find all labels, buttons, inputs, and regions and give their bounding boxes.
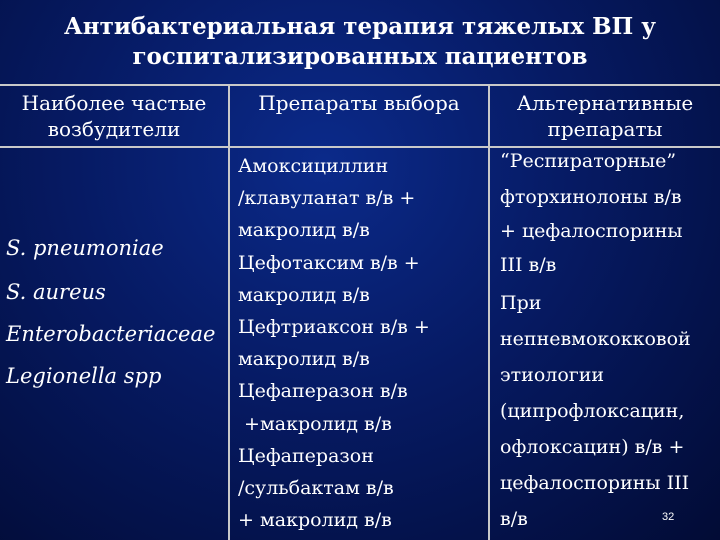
- preferred-line-9: +макролид в/в: [238, 412, 392, 435]
- pathogen-legionella: Legionella spp: [6, 364, 162, 388]
- header-preferred-line-1: Препараты выбора: [258, 91, 460, 115]
- slide-title: [0, 12, 720, 72]
- header-alternative: [490, 90, 720, 142]
- alternative-line-11: в/в: [500, 508, 528, 530]
- pathogen-s-pneumoniae: S. pneumoniae: [6, 236, 164, 260]
- column-divider-1: [228, 84, 230, 540]
- column-divider-2: [488, 84, 490, 540]
- therapy-table: [0, 84, 720, 540]
- alternative-line-3: + цефалоспорины: [500, 220, 683, 242]
- preferred-line-3: макролид в/в: [238, 219, 370, 242]
- slide-title-line-1: Антибактериальная терапия тяжелых ВП у: [64, 13, 656, 40]
- pathogen-enterobacteriaceae: Enterobacteriaceae: [6, 322, 216, 346]
- header-pathogens-line-1: Наиболее частые: [21, 91, 207, 115]
- alternative-line-6: непневмококковой: [500, 328, 691, 350]
- alternative-line-8: (ципрофлоксацин,: [500, 400, 685, 422]
- alternative-line-5: При: [500, 292, 542, 314]
- pathogen-s-aureus: S. aureus: [6, 280, 106, 304]
- alternative-line-9: офлоксацин) в/в +: [500, 436, 685, 458]
- header-alternative-line-2: препараты: [547, 117, 663, 141]
- preferred-line-7: макролид в/в: [238, 348, 370, 371]
- preferred-drugs: [238, 150, 430, 536]
- page-number: 32: [662, 511, 675, 523]
- preferred-line-10: Цефаперазон: [238, 444, 374, 467]
- header-pathogens: [0, 90, 228, 142]
- alternative-line-2: фторхинолоны в/в: [500, 186, 682, 208]
- preferred-line-6: Цефтриаксон в/в +: [238, 316, 430, 339]
- header-alternative-line-1: Альтернативные: [516, 91, 694, 115]
- header-pathogens-line-2: возбудители: [47, 117, 181, 141]
- preferred-line-4: Цефотаксим в/в +: [238, 251, 420, 274]
- preferred-line-1: Амоксициллин: [238, 155, 389, 177]
- preferred-line-8: Цефаперазон в/в: [238, 380, 408, 403]
- header-divider: [0, 146, 720, 148]
- preferred-line-12: + макролид в/в: [238, 509, 392, 532]
- table-top-border: [0, 84, 720, 86]
- preferred-line-5: макролид в/в: [238, 283, 370, 306]
- alternative-line-10: цефалоспорины III: [500, 472, 690, 494]
- preferred-line-2: /клавуланат в/в +: [238, 187, 416, 210]
- alternative-line-7: этиологии: [500, 364, 605, 386]
- slide-title-line-2: госпитализированных пациентов: [132, 43, 588, 70]
- preferred-line-11: /сульбактам в/в: [238, 477, 394, 500]
- header-preferred: [230, 90, 488, 116]
- alternative-line-1: “Респираторные”: [500, 150, 677, 172]
- alternative-line-4: III в/в: [500, 254, 557, 276]
